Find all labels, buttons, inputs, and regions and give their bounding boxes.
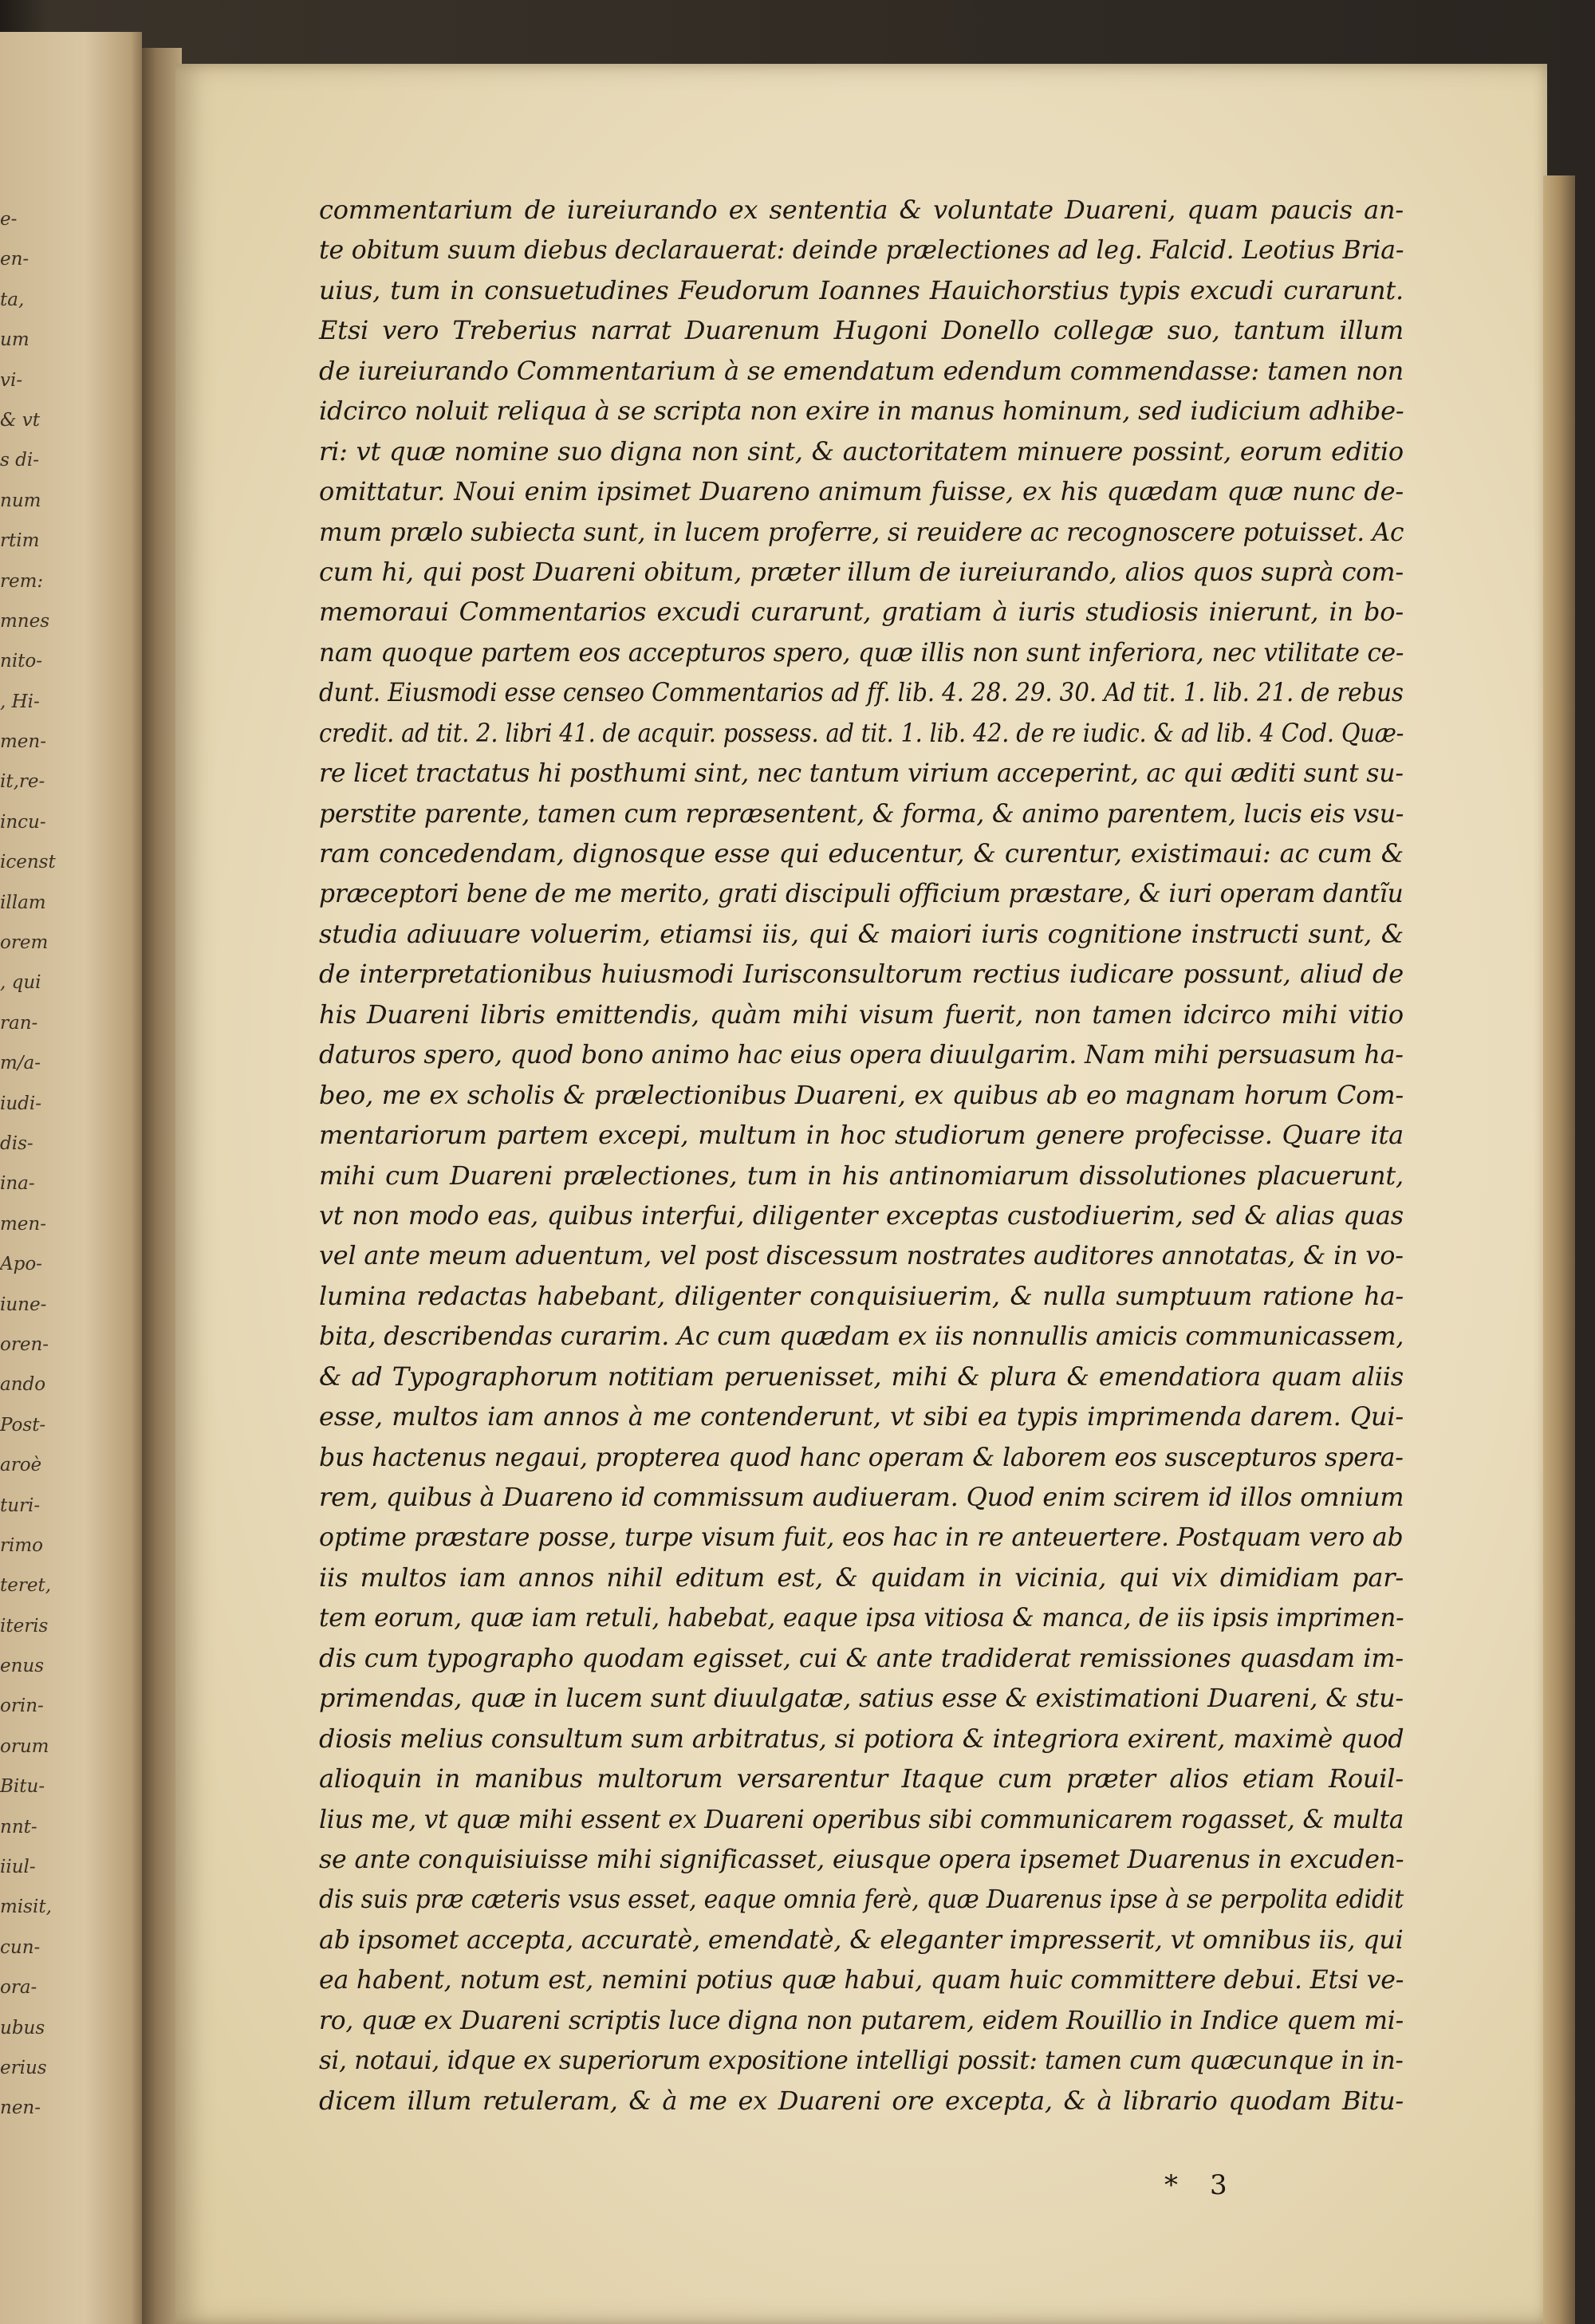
text-line: præceptori bene de me merito, grati discipuli officium præstare, & iuri operam dantĩu <box>319 878 1404 909</box>
left-page-fragment: illam <box>0 892 46 913</box>
left-page-fragment: ta, <box>0 289 25 310</box>
text-line: de interpretationibus huiusmodi Iurisconsultorum rectius iudicare possunt, aliud de <box>319 959 1404 990</box>
text-line: bus hactenus negaui, propterea quod hanc operam & laborem eos suscepturos spera- <box>319 1441 1404 1472</box>
text-line: se ante conquisiuisse mihi significasset, eiusque opera ipsemet Duarenus in excuden- <box>319 1843 1404 1874</box>
text-line: ea habent, notum est, nemini potius quæ habui, quam huic committere debui. Etsi ve- <box>319 1964 1404 1995</box>
left-page-fragment: iteris <box>0 1615 49 1637</box>
signature-number: 3 <box>1210 2169 1227 2201</box>
left-page-fragment: ubus <box>0 2017 45 2038</box>
left-page-fragment: vi- <box>0 369 23 391</box>
left-page-fragment: mnes <box>0 610 50 632</box>
left-page-fragment: orem <box>0 932 49 954</box>
left-page-fragment: um <box>0 329 30 351</box>
left-page-fragment: ran- <box>0 1012 38 1034</box>
text-line: idcirco noluit reliqua à se scripta non exire in manus hominum, sed iudicium adhibe- <box>319 396 1404 427</box>
left-page-fragment: , qui <box>0 972 41 994</box>
left-page-fragment: cun- <box>0 1936 41 1958</box>
signature-mark: * <box>1164 2169 1178 2201</box>
left-page-fragment: m/a- <box>0 1053 41 1074</box>
left-page-fragment: nen- <box>0 2098 41 2119</box>
text-line: ab ipsomet accepta, accuratè, emendatè, & eleganter impresserit, vt omnibus iis, qui <box>319 1924 1404 1955</box>
left-page-fragment: dis- <box>0 1132 33 1154</box>
text-line: dicem illum retuleram, & à me ex Duareni ore excepta, & à librario quodam Bitu- <box>319 2085 1404 2116</box>
text-line: omittatur. Noui enim ipsimet Duareno animum fuisse, ex his quædam quæ nunc de- <box>319 476 1404 507</box>
page-edge <box>1543 175 1575 2324</box>
left-page-fragment: incu- <box>0 811 46 833</box>
text-line: mum prælo subiecta sunt, in lucem proferre, si reuidere ac recognoscere potuisset. Ac <box>319 516 1404 547</box>
left-page-fragment: rimo <box>0 1534 44 1556</box>
left-page-fragment: ando <box>0 1374 46 1396</box>
left-page-fragment: misit, <box>0 1897 52 1918</box>
text-line: bita, describendas curarim. Ac cum quædam ex iis nonnullis amicis communicassem, <box>319 1321 1404 1352</box>
text-line: tem eorum, quæ iam retuli, habebat, eaque ipsa vitiosa & manca, de iis ipsis imprimen- <box>319 1602 1404 1633</box>
text-line: nam quoque partem eos accepturos spero, quæ illis non sunt inferiora, nec vtilitate ce- <box>319 636 1404 668</box>
text-line: & ad Typographorum notitiam peruenisset, mihi & plura & emendatiora quam aliis <box>319 1361 1404 1392</box>
left-page-fragment: iune- <box>0 1294 47 1315</box>
left-page-fragment: nnt- <box>0 1816 37 1838</box>
text-line: credit. ad tit. 2. libri 41. de acquir. possess. ad tit. 1. lib. 42. de re iudic. & ad lib. 4 Cod. Quæ- <box>319 717 1404 748</box>
text-line: dis cum typographo quodam egisset, cui & ante tradiderat remissiones quasdam im- <box>319 1642 1404 1673</box>
text-line: primendas, quæ in lucem sunt diuulgatæ, satius esse & existimationi Duareni, & stu- <box>319 1683 1404 1714</box>
text-line: ro, quæ ex Duareni scriptis luce digna non putarem, eidem Rouillio in Indice quem mi- <box>319 2004 1404 2035</box>
text-line: vel ante meum aduentum, vel post discessum nostrates auditores annotatas, & in vo- <box>319 1240 1404 1271</box>
text-line: rem, quibus à Duareno id commissum audiueram. Quod enim scirem id illos omnium <box>319 1482 1404 1512</box>
text-line: Etsi vero Treberius narrat Duarenum Hugoni Donello collegæ suo, tantum illum <box>319 315 1404 346</box>
text-line: lumina redactas habebant, diligenter conquisiuerim, & nulla sumptuum ratione ha- <box>319 1280 1404 1311</box>
left-page-fragment: s di- <box>0 450 39 471</box>
left-page-fragment: & vt <box>0 409 41 431</box>
text-line: te obitum suum diebus declarauerat: deinde prælectiones ad leg. Falcid. Leotius Bria- <box>319 234 1404 266</box>
left-page-fragment: oren- <box>0 1333 49 1355</box>
text-line: vt non modo eas, quibus interfui, diligenter exceptas custodiuerim, sed & alias quas <box>319 1199 1404 1231</box>
left-page-fragment: teret, <box>0 1575 52 1597</box>
left-page-fragment: rtim <box>0 530 40 552</box>
left-page-fragment: erius <box>0 2057 47 2078</box>
text-line: lius me, vt quæ mihi essent ex Duareni operibus sibi communicarem rogasset, & multa <box>319 1803 1404 1834</box>
left-page-fragment: iiul- <box>0 1857 36 1878</box>
left-page-fragment: enus <box>0 1656 45 1677</box>
left-page-fragment: nito- <box>0 651 43 672</box>
left-page-fragment: num <box>0 490 41 511</box>
left-page-margin-text <box>0 199 56 2129</box>
left-page-fragment: turi- <box>0 1495 41 1516</box>
left-page-fragment: orin- <box>0 1696 44 1717</box>
text-line: si, notaui, idque ex superiorum expositione intelligi possit: tamen cum quæcunque in in- <box>319 2045 1404 2076</box>
page-footer <box>1164 2169 1259 2201</box>
left-page-fragment: men- <box>0 1213 47 1235</box>
left-page-fragment: iudi- <box>0 1093 42 1114</box>
text-line: iis multos iam annos nihil editum est, & quidam in vicinia, qui vix dimidiam par- <box>319 1562 1404 1593</box>
text-line: ram concedendam, dignosque esse qui educentur, & curentur, existimaui: ac cum & <box>319 838 1404 869</box>
left-page-fragment: Apo- <box>0 1254 42 1275</box>
text-line: ri: vt quæ nomine suo digna non sint, & auctoritatem minuere possint, eorum editio <box>319 435 1404 467</box>
text-line: esse, multos iam annos à me contenderunt, vt sibi ea typis imprimenda darem. Qui- <box>319 1401 1404 1432</box>
text-line: dis suis præ cæteris vsus esset, eaque omnia ferè, quæ Duarenus ipse à se perpolita edidit <box>319 1884 1404 1915</box>
body-text <box>319 190 1404 2121</box>
left-page <box>0 32 142 2324</box>
text-line: memoraui Commentarios excudi curarunt, gratiam à iuris studiosis inierunt, in bo- <box>319 597 1404 628</box>
left-page-fragment: en- <box>0 249 30 270</box>
left-page-fragment: rem: <box>0 570 44 592</box>
text-line: cum hi, qui post Duareni obitum, præter illum de iureiurando, alios quos suprà com- <box>319 556 1404 587</box>
text-line: mentariorum partem excepi, multum in hoc studiorum genere profecisse. Quare ita <box>319 1120 1404 1151</box>
left-page-fragment: orum <box>0 1735 49 1757</box>
left-page-fragment: aroè <box>0 1455 42 1476</box>
text-line: optime præstare posse, turpe visum fuit, eos hac in re anteuertere. Postquam vero ab <box>319 1522 1404 1553</box>
left-page-fragment: it,re- <box>0 771 45 793</box>
text-line: de iureiurando Commentarium à se emendatum edendum commendasse: tamen non <box>319 355 1404 386</box>
text-line: mihi cum Duareni prælectiones, tum in his antinomiarum dissolutiones placuerunt, <box>319 1160 1404 1191</box>
left-page-fragment: Bitu- <box>0 1776 45 1798</box>
text-line: perstite parente, tamen cum repræsentent, & forma, & animo parentem, lucis eis vsu- <box>319 798 1404 829</box>
text-line: uius, tum in consuetudines Feudorum Ioannes Hauichorstius typis excudi curarunt. <box>319 274 1404 305</box>
text-line: diosis melius consultum sum arbitratus, si potiora & integriora exirent, maximè quod <box>319 1723 1404 1754</box>
left-page-fragment: men- <box>0 731 47 753</box>
left-page-fragment: icenst <box>0 852 56 873</box>
text-line: alioquin in manibus multorum versarentur Itaque cum præter alios etiam Rouil- <box>319 1763 1404 1794</box>
text-line: commentarium de iureiurando ex sententia & voluntate Duareni, quam paucis an- <box>319 195 1404 225</box>
left-page-fragment: , Hi- <box>0 691 40 712</box>
text-line: dunt. Eiusmodi esse censeo Commentarios ad ff. lib. 4. 28. 29. 30. Ad tit. 1. lib. 21. de rebus <box>319 677 1404 708</box>
left-page-fragment: Post- <box>0 1414 46 1436</box>
text-line: studia adiuuare voluerim, etiamsi iis, qui & maiori iuris cognitione instructi sunt, & <box>319 918 1404 949</box>
text-line: beo, me ex scholis & prælectionibus Duareni, ex quibus ab eo magnam horum Com- <box>319 1079 1404 1110</box>
text-line: daturos spero, quod bono animo hac eius opera diuulgarim. Nam mihi persuasum ha- <box>319 1039 1404 1070</box>
left-page-fragment: e- <box>0 209 18 230</box>
text-line: his Duareni libris emittendis, quàm mihi visum fuerit, non tamen idcirco mihi vitio <box>319 999 1404 1030</box>
left-page-fragment: ora- <box>0 1977 37 1999</box>
left-page-fragment: ina- <box>0 1173 35 1195</box>
text-line: re licet tractatus hi posthumi sint, nec tantum virium acceperint, ac qui æditi sunt su- <box>319 758 1404 789</box>
